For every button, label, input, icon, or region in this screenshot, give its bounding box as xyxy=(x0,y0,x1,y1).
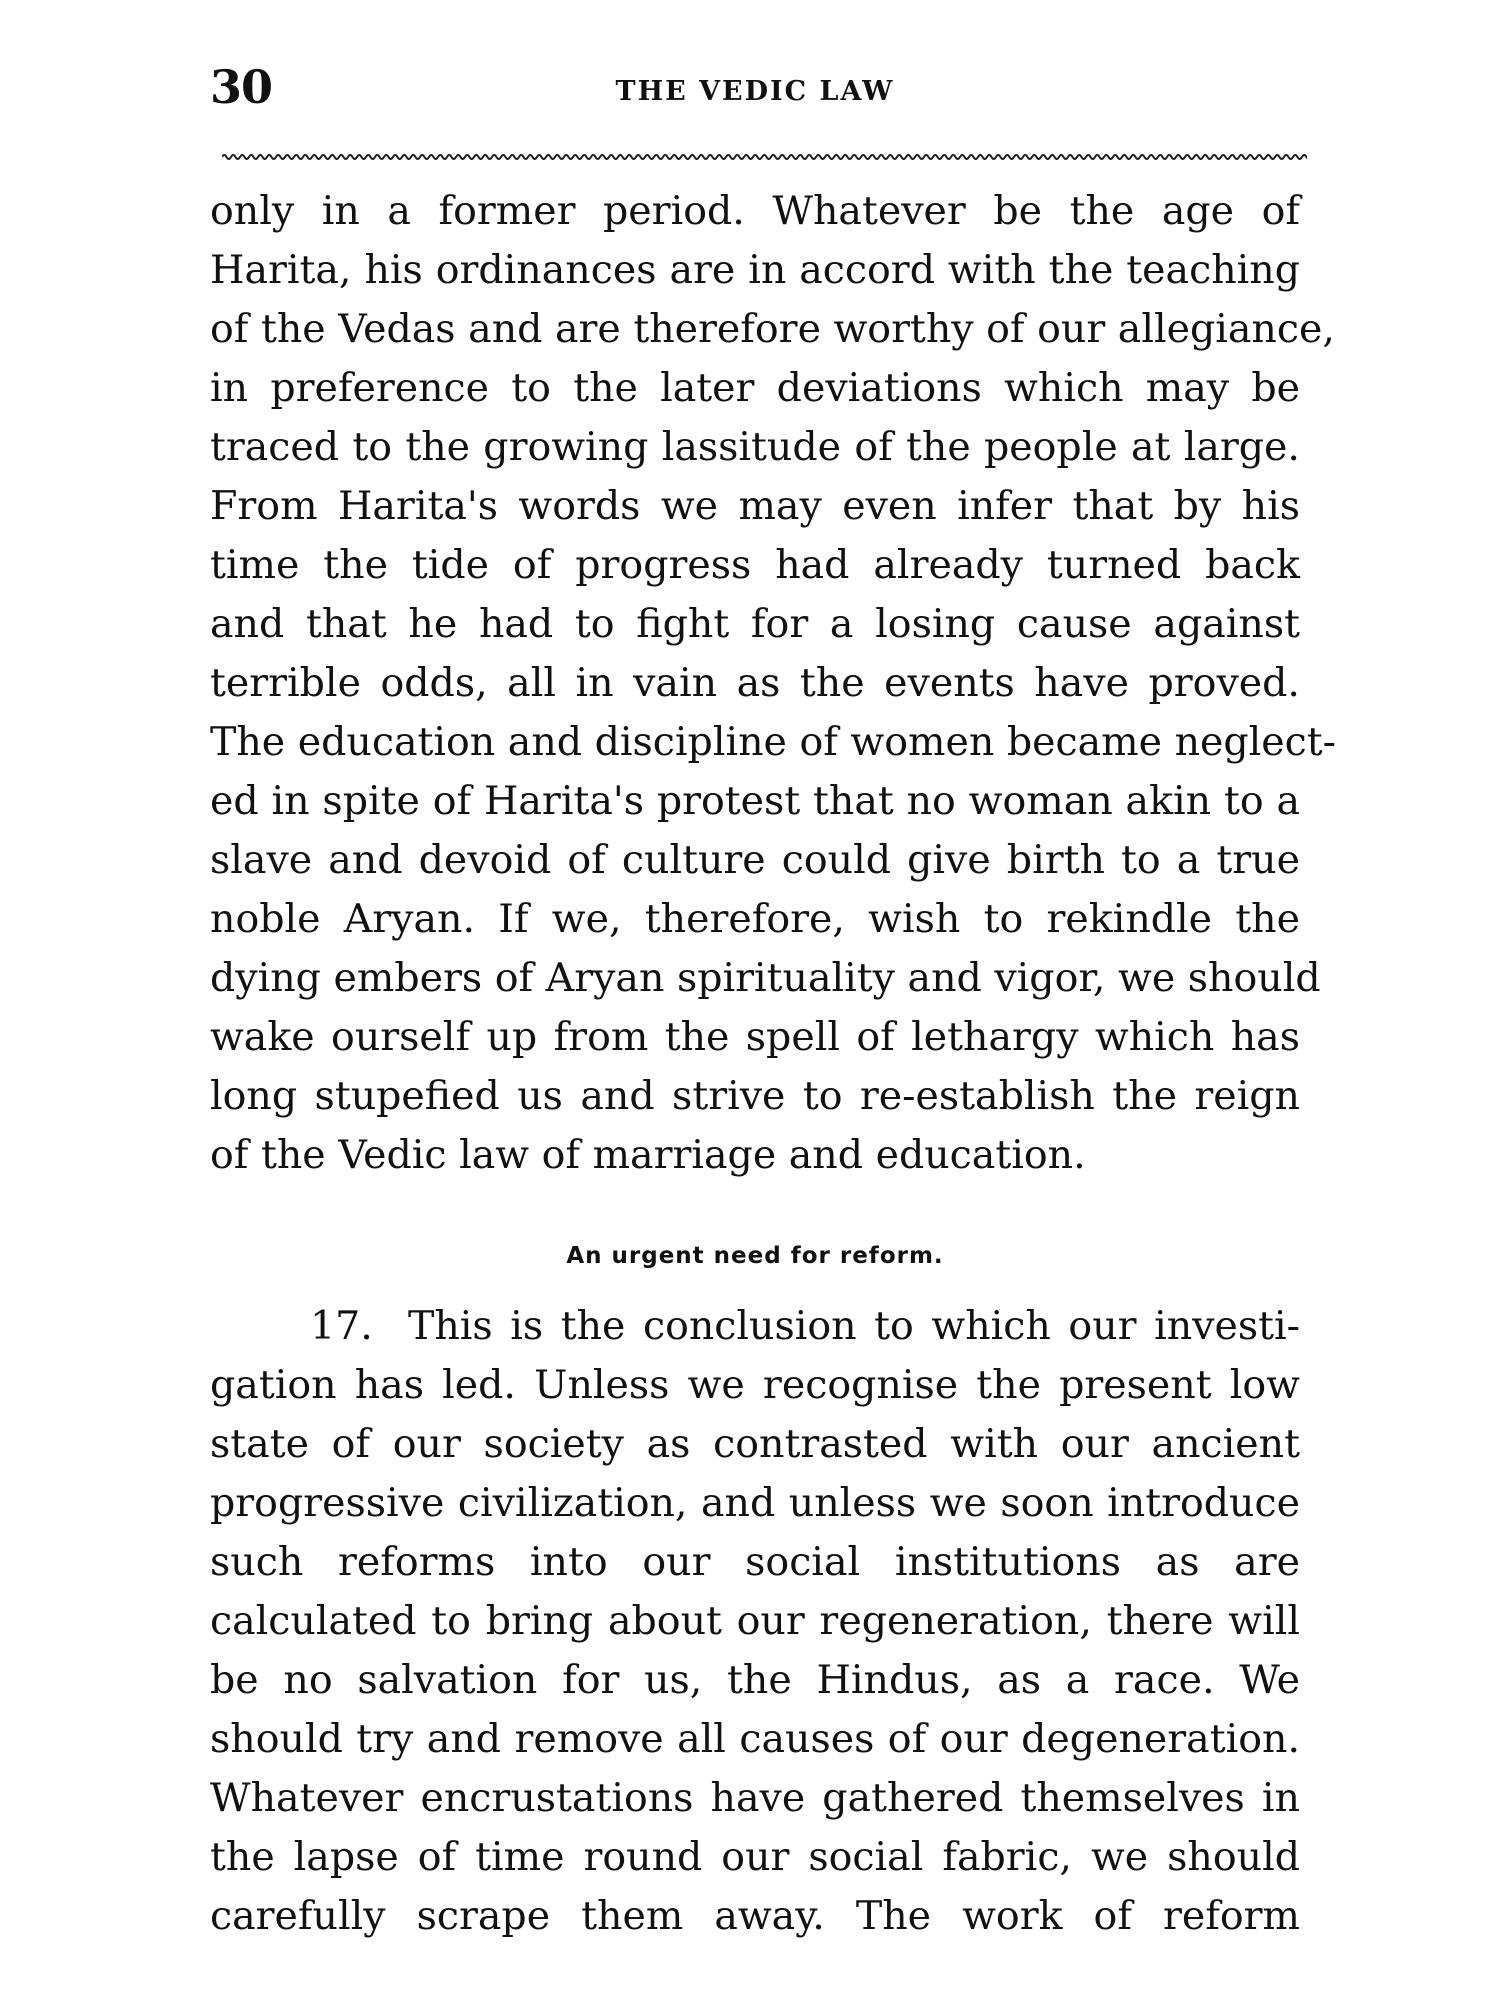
running-head xyxy=(210,60,1300,130)
paragraph-number: 17. xyxy=(310,1303,373,1349)
first-line-text: This is the conclusion to which our investi- xyxy=(407,1303,1300,1349)
text-line: terrible odds, all in vain as the events have proved. xyxy=(210,660,1300,706)
text-line: in preference to the later deviations which may be xyxy=(210,365,1300,411)
text-line: of the Vedic law of marriage and education. xyxy=(210,1132,1086,1178)
text-line: be no salvation for us, the Hindus, as a race. We xyxy=(210,1657,1300,1703)
section-heading: An urgent need for reform. xyxy=(566,1243,944,1269)
text-line: gation has led. Unless we recognise the present low xyxy=(210,1362,1300,1408)
text-line: only in a former period. Whatever be the age of xyxy=(210,188,1300,234)
text-line: of the Vedas and are therefore worthy of our allegiance, xyxy=(210,306,1335,352)
text-line: noble Aryan. If we, therefore, wish to rekindle the xyxy=(210,896,1300,942)
wavy-rule-divider xyxy=(222,150,1307,164)
running-title: THE VEDIC LAW xyxy=(615,76,895,107)
book-page xyxy=(210,60,1337,1946)
text-line: the lapse of time round our social fabric, we should xyxy=(210,1834,1300,1880)
text-line: should try and remove all causes of our degeneration. xyxy=(210,1716,1300,1762)
text-line: wake ourself up from the spell of lethargy which has xyxy=(210,1014,1300,1060)
text-line: ed in spite of Harita's protest that no woman akin to a xyxy=(210,778,1300,824)
text-line: From Harita's words we may even infer that by his xyxy=(210,483,1300,529)
text-line: calculated to bring about our regeneration, there will xyxy=(210,1598,1300,1644)
page-number: 30 xyxy=(210,60,273,114)
text-line: traced to the growing lassitude of the people at large. xyxy=(210,424,1300,470)
text-line: slave and devoid of culture could give birth to a true xyxy=(210,837,1300,883)
text-line: The education and discipline of women became neglect- xyxy=(210,719,1337,765)
text-line: such reforms into our social institutions as are xyxy=(210,1539,1300,1585)
text-line: carefully scrape them away. The work of reform xyxy=(210,1893,1300,1939)
text-line: progressive civilization, and unless we soon introduce xyxy=(210,1480,1300,1526)
text-line-first xyxy=(210,1297,1300,1356)
text-line: dying embers of Aryan spirituality and vigor, we should xyxy=(210,955,1321,1001)
paragraph-1 xyxy=(210,182,1337,1185)
text-line: Harita, his ordinances are in accord with the teaching xyxy=(210,247,1300,293)
text-line: state of our society as contrasted with our ancient xyxy=(210,1421,1300,1467)
text-line: and that he had to fight for a losing cause against xyxy=(210,601,1300,647)
text-line: long stupefied us and strive to re-establish the reign xyxy=(210,1073,1300,1119)
text-line: Whatever encrustations have gathered themselves in xyxy=(210,1775,1300,1821)
text-line: time the tide of progress had already turned back xyxy=(210,542,1300,588)
paragraph-2 xyxy=(210,1297,1300,1946)
